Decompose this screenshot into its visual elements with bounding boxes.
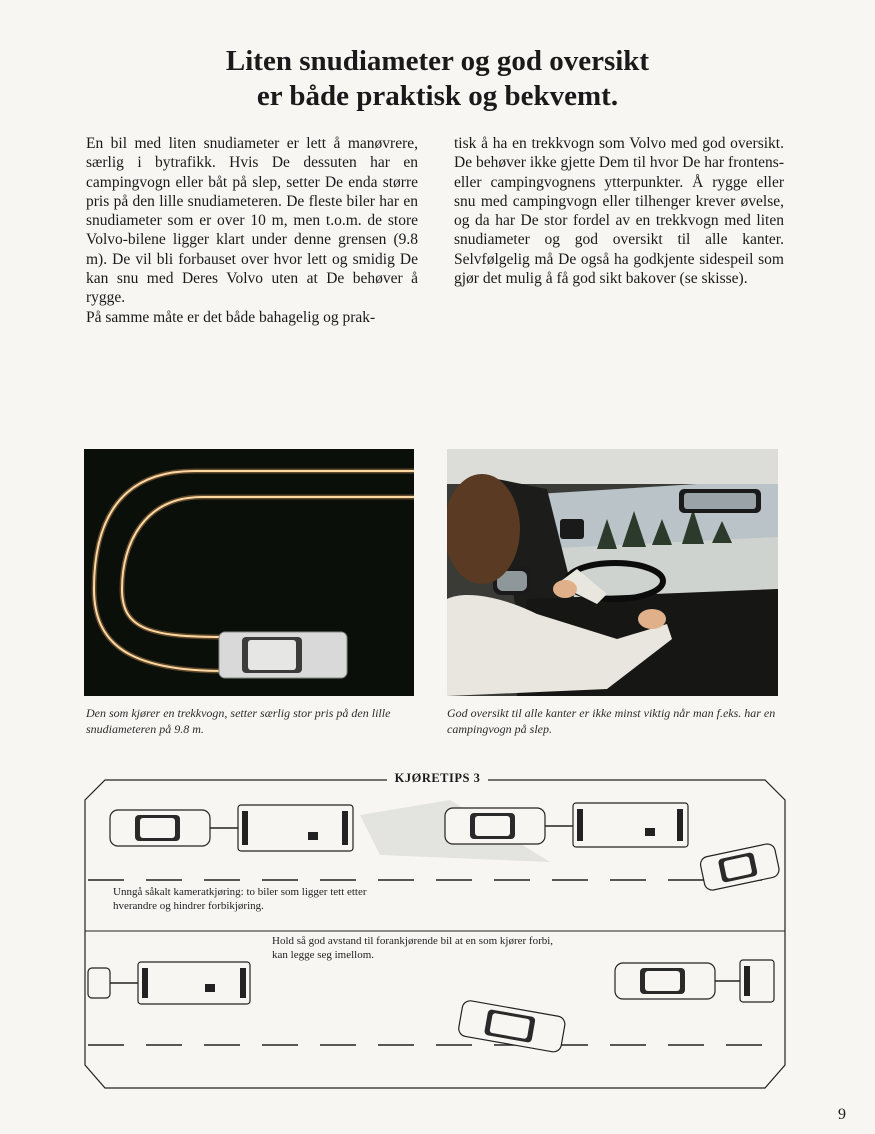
body-paragraph: En bil med liten snudiameter er lett å manøvrere, særlig i bytrafikk. Hvis De dessuten har en campingvogn eller båt på slep, setter De enda større pris på den lille snudiameteren. De fleste biler har en snudiameter som er over 10 m, men t.o.m. de store Volvo-bilene ligger klart under denne grensen (9.8 m). De vil bli forbauset over hvor lett og smidig De kan snu med Deres Volvo uten at De behøver å rygge. xyxy=(86,135,418,307)
car-with-caravan-4 xyxy=(615,960,774,1002)
driving-tips-diagram xyxy=(80,770,790,1095)
car-with-caravan-3 xyxy=(88,962,250,1004)
turning-light-trail-photo xyxy=(84,449,414,696)
diagram-note-1: Unngå såkalt kameratkjøring: to biler som ligger tett etter hverandre og hindrer forbikjøring. xyxy=(113,885,403,913)
body-column-left xyxy=(86,134,418,327)
driver-overview-photo xyxy=(447,449,778,696)
photo-caption-right: God oversikt til alle kanter er ikke minst viktig når man f.eks. har en campingvogn på slep. xyxy=(447,706,776,736)
car-illustration xyxy=(219,632,347,678)
diagram-note-2: Hold så god avstand til forankjørende bil at en som kjører forbi, kan legge seg imellom. xyxy=(272,934,562,962)
car-with-caravan-2 xyxy=(445,803,688,847)
body-column-right xyxy=(454,134,784,288)
body-paragraph: tisk å ha en trekkvogn som Volvo med god oversikt. De behøver ikke gjette Dem til hvor De har frontens- eller campingvognens ytterpunkter. Å rygge eller snu med campingvogn eller tilhenger krever øvelse, og da har De stor fordel av en trekkvogn med liten snudiameter og god oversikt til alle kanter. Selvfølgelig må De også ha godkjente sidespeil som gjør det mulig å få god sikt bakover (se skisse). xyxy=(454,135,784,288)
page-title xyxy=(0,44,875,114)
page-number: 9 xyxy=(838,1106,846,1123)
overtaking-car-2 xyxy=(457,1000,566,1054)
title-line-1: Liten snudiameter og god oversikt xyxy=(225,45,650,77)
body-paragraph: På samme måte er det både bahagelig og prak- xyxy=(86,308,376,326)
car-with-caravan-1 xyxy=(110,805,353,851)
driving-tips-label-text: KJØRETIPS 3 xyxy=(387,771,489,785)
overtaking-car-1 xyxy=(699,842,780,891)
title-line-2: er både praktisk og bekvemt. xyxy=(256,80,619,112)
driving-tips-label xyxy=(0,771,875,786)
photo-caption-left: Den som kjører en trekkvogn, setter særlig stor pris på den lille snudiameteren på 9.8 m. xyxy=(86,706,391,736)
